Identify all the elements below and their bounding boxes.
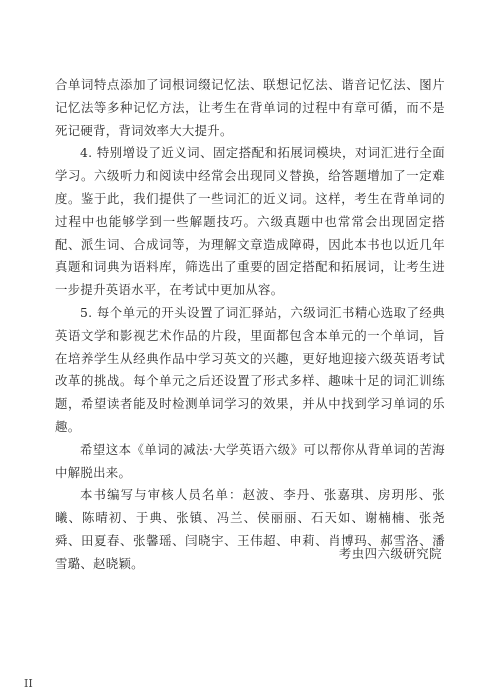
paragraph-memory-methods: 合单词特点添加了词根词缀记忆法、联想记忆法、谐音记忆法、图片记忆法等多种记忆方法，让考生在背单词的过程中有章可循，而不是死记硬背，背词效率大大提升。 (55, 77, 445, 138)
paragraph-wish: 希望这本《单词的减法·大学英语六级》可以帮你从背单词的苦海中解脱出来。 (55, 441, 445, 480)
page-number: II (24, 677, 33, 690)
signature: 考虫四六级研究院 (338, 546, 442, 561)
paragraph-item-5: 5. 每个单元的开头设置了词汇驿站，六级词汇书精心选取了经典英语文学和影视艺术作品的片段，里面都包含本单元的一个单词，旨在培养学生从经典作品中学习英文的兴趣，更好地迎接六级英语考试改革的挑战。每个单元之后还设置了形式多样、趣味十足的词汇训练题，希望读者能及时检测单词学习的效果，并从中找到学习单词的乐趣。 (55, 304, 445, 434)
paragraph-contributors: 本书编写与审核人员名单：赵波、李丹、张嘉琪、房玥彤、张曦、陈晴初、于典、张镇、冯兰、侯丽丽、石天如、谢楠楠、张尧舜、田夏春、张馨瑶、闫晓宇、王伟超、申莉、肖博玛、郝雪洛、潘雪璐、赵晓颖。 (55, 487, 445, 571)
paragraph-item-4: 4. 特别增设了近义词、固定搭配和拓展词模块，对词汇进行全面学习。六级听力和阅读中经常会出现同义替换，给答题增加了一定难度。鉴于此，我们提供了一些词汇的近义词。这样，考生在背单词的过程中也能够学到一些解题技巧。六级真题中也常常会出现固定搭配、派生词、合成词等，为理解文章造成障碍，因此本书也以近几年真题和词典为语料库，筛选出了重要的固定搭配和拓展词，让考生进一步提升英语水平，在考试中更加从容。 (55, 145, 445, 298)
page-body (55, 74, 445, 576)
